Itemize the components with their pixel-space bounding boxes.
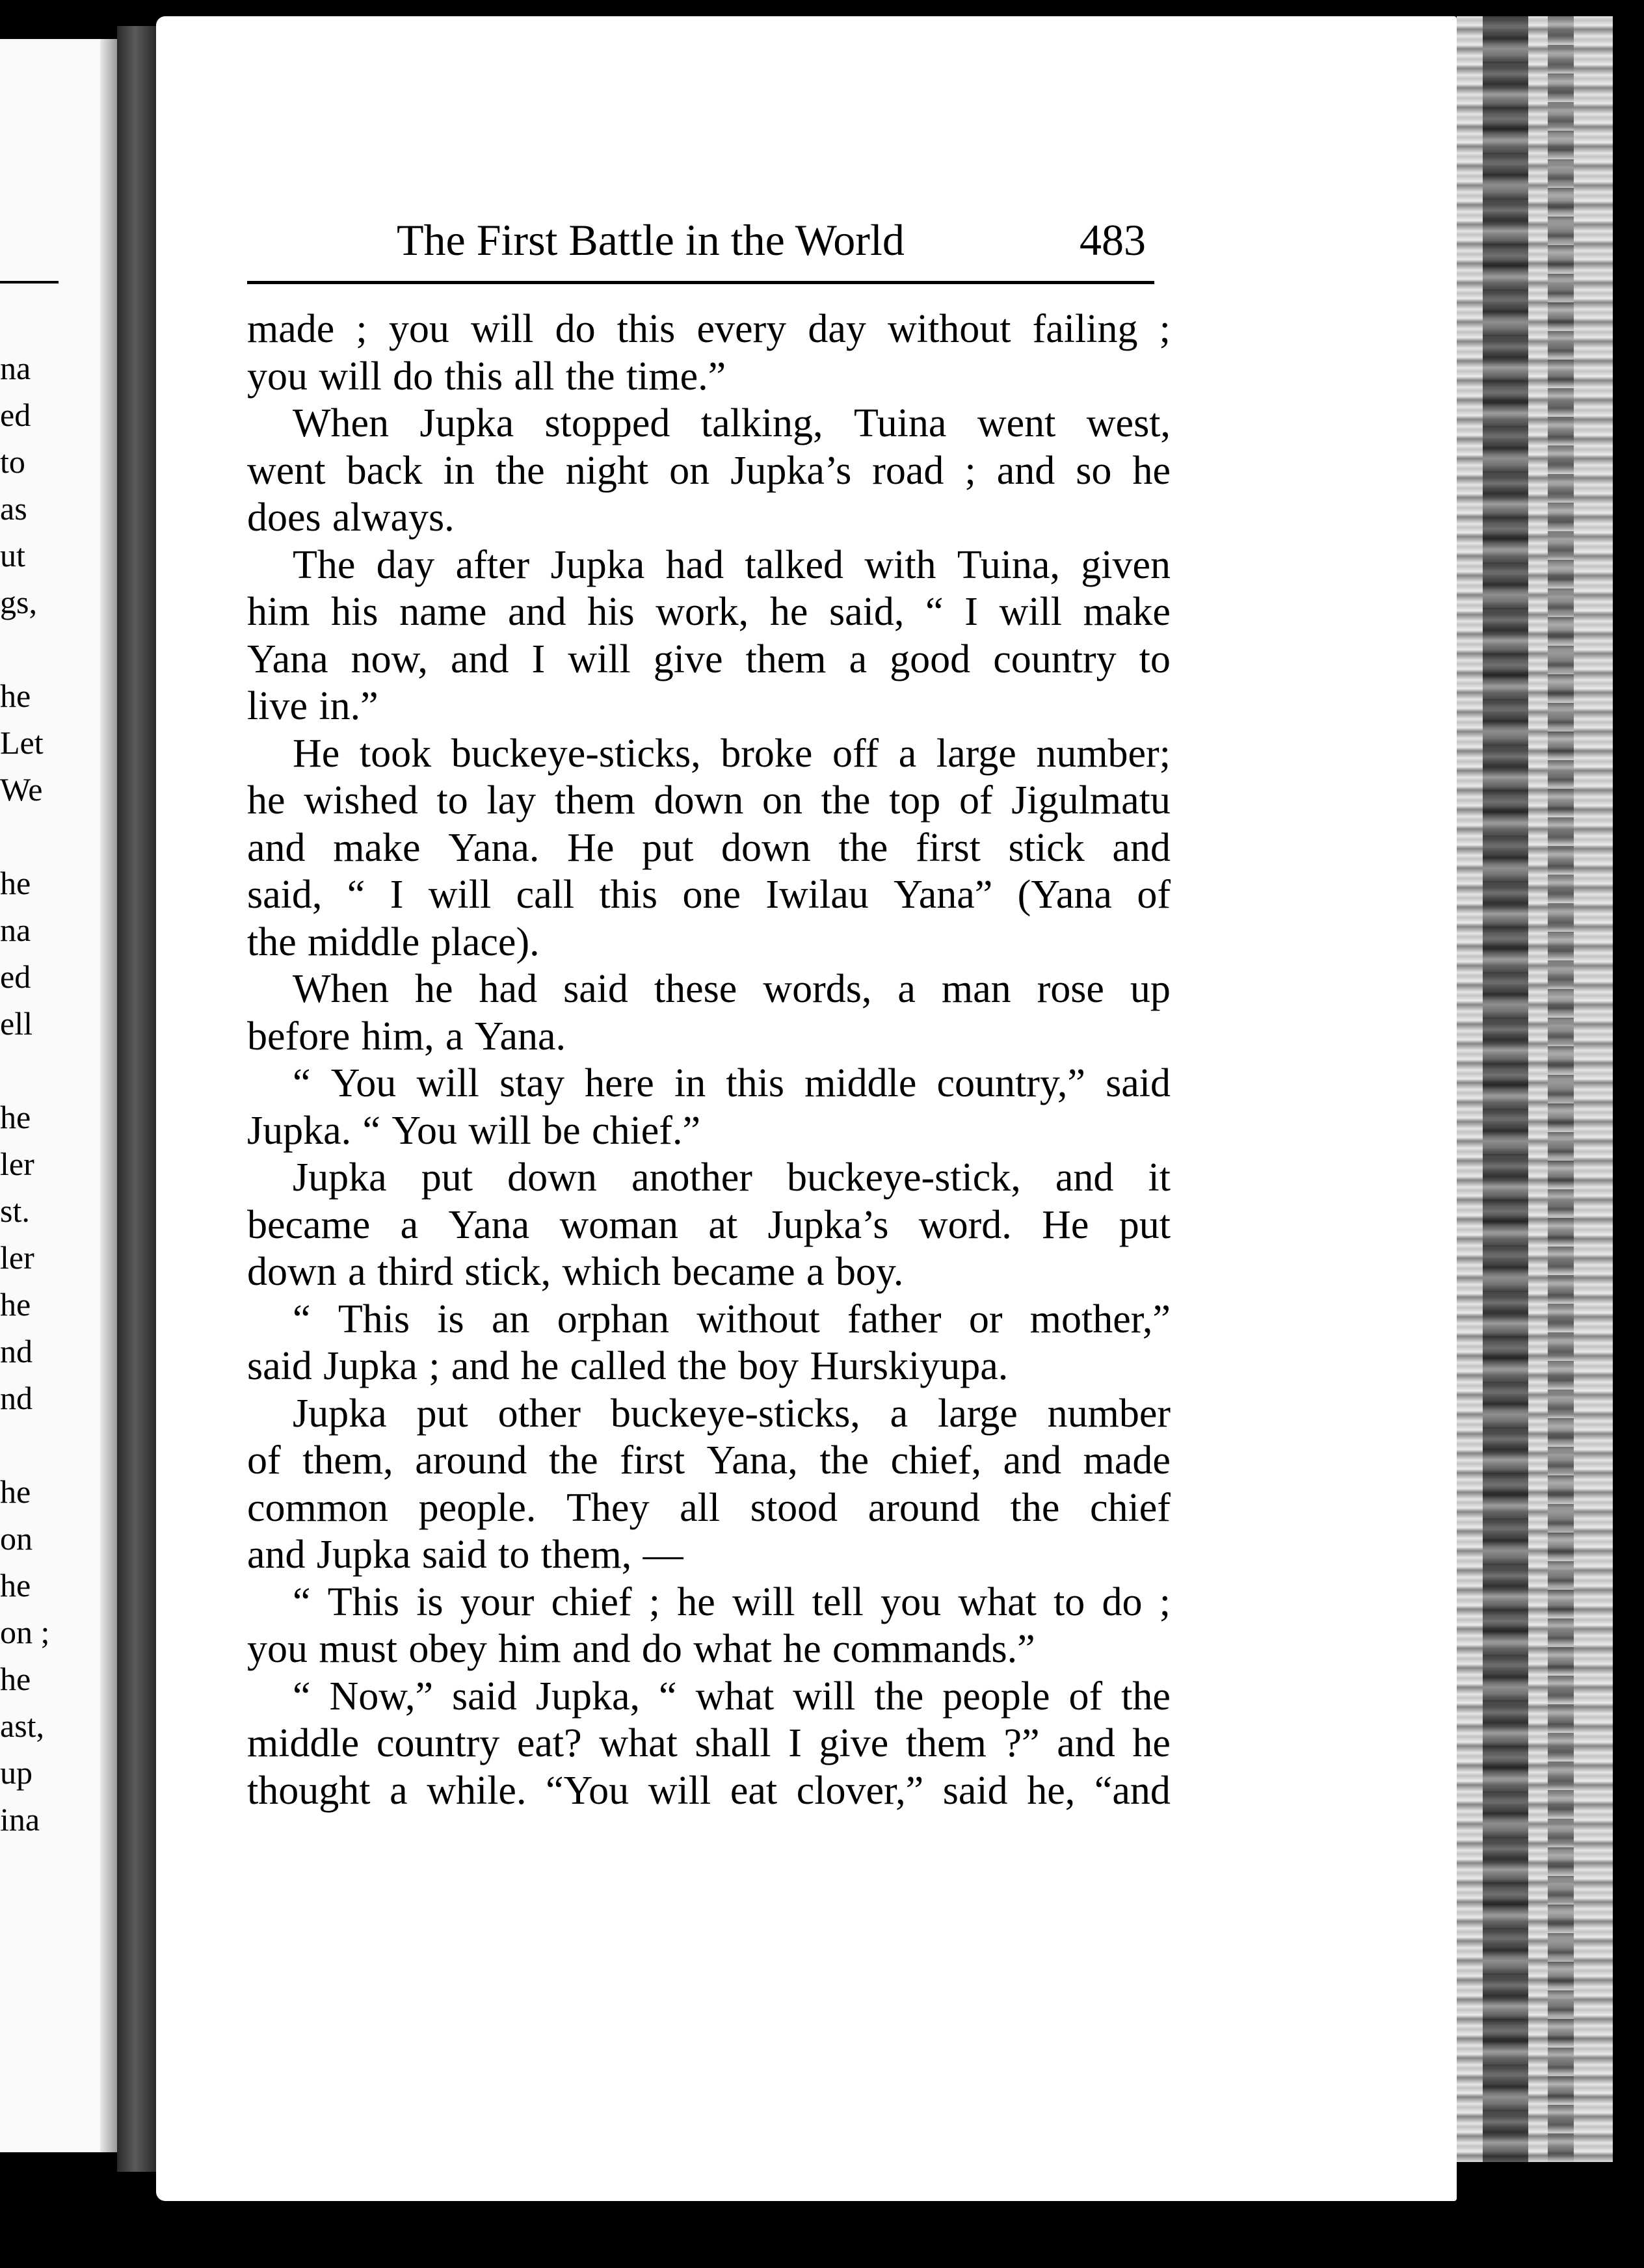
text-line: live in.” xyxy=(247,684,378,728)
previous-page-fragment: as xyxy=(0,490,27,527)
text-line: The day after Jupka had talked with Tuina, given xyxy=(293,542,1171,587)
page-edges xyxy=(1457,16,1613,2162)
previous-page-fragment: st. xyxy=(0,1193,30,1229)
text-line: middle country eat? what shall I give them ?” and he xyxy=(247,1721,1171,1765)
previous-page-fragment: We xyxy=(0,771,43,808)
previous-page-fragment: he xyxy=(0,1473,31,1510)
text-line: you must obey him and do what he commands.” xyxy=(247,1627,1035,1671)
previous-page-fragment: ina xyxy=(0,1801,40,1838)
text-line: “ Now,” said Jupka, “ what will the people of the xyxy=(293,1674,1171,1719)
previous-page-fragment: ed xyxy=(0,397,31,433)
text-line: Yana now, and I will give them a good country to xyxy=(247,637,1171,681)
previous-page-fragment: he xyxy=(0,1567,31,1603)
previous-page-fragment: ler xyxy=(0,1146,34,1182)
previous-page-fragment: nd xyxy=(0,1333,33,1369)
running-title: The First Battle in the World xyxy=(397,215,905,265)
text-line: before him, a Yana. xyxy=(247,1014,566,1059)
text-line: and make Yana. He put down the first stick and xyxy=(247,825,1171,870)
previous-page-fragment: ast, xyxy=(0,1708,45,1744)
text-line: the middle place). xyxy=(247,919,540,964)
previous-page-fragment: ed xyxy=(0,958,31,995)
previous-page-fragments xyxy=(0,345,78,1843)
text-line: of them, around the first Yana, the chief, and made xyxy=(247,1438,1171,1483)
previous-page-fragment: nd xyxy=(0,1380,33,1416)
previous-page-fragment: na xyxy=(0,350,31,386)
page-header xyxy=(247,215,1158,280)
text-line: “ This is your chief ; he will tell you what to do ; xyxy=(293,1579,1171,1624)
page-edge-shadow xyxy=(1483,16,1528,2162)
previous-page-rule xyxy=(0,281,59,284)
header-rule xyxy=(247,281,1154,284)
text-line: Jupka. “ You will be chief.” xyxy=(247,1108,700,1153)
text-line: made ; you will do this every day without failing ; xyxy=(247,307,1171,351)
previous-page-fragment: ell xyxy=(0,1005,33,1042)
previous-page-fragment: he xyxy=(0,865,31,901)
text-line: him his name and his work, he said, “ I will make xyxy=(247,590,1171,634)
previous-page-fragment: Let xyxy=(0,724,44,761)
text-line: said Jupka ; and he called the boy Hurskiyupa. xyxy=(247,1344,1009,1388)
text-line: you will do this all the time.” xyxy=(247,354,726,399)
text-line: does always. xyxy=(247,495,455,540)
text-line: thought a while. “You will eat clover,” said he, “and xyxy=(247,1768,1171,1813)
text-line: When he had said these words, a man rose up xyxy=(293,967,1171,1011)
previous-page-fragment: up xyxy=(0,1754,33,1791)
text-line: down a third stick, which became a boy. xyxy=(247,1250,904,1294)
previous-page-fragment: he xyxy=(0,1099,31,1135)
previous-page xyxy=(0,39,117,2152)
previous-page-fragment: ut xyxy=(0,537,25,574)
body-text xyxy=(247,306,1171,1814)
text-line: said, “ I will call this one Iwilau Yana” (Yana of xyxy=(247,873,1171,917)
previous-page-fragment: on xyxy=(0,1520,33,1557)
previous-page-fragment: gs, xyxy=(0,584,37,620)
text-line: common people. They all stood around the chief xyxy=(247,1485,1171,1530)
text-line: and Jupka said to them, — xyxy=(247,1533,683,1577)
previous-page-fragment: he xyxy=(0,1286,31,1323)
text-line: He took buckeye-sticks, broke off a large number; xyxy=(293,731,1171,776)
page-number: 483 xyxy=(1080,215,1146,265)
text-line: “ You will stay here in this middle country,” said xyxy=(293,1061,1171,1105)
text-line: Jupka put other buckeye-sticks, a large number xyxy=(293,1391,1171,1436)
page-edge-texture xyxy=(1548,16,1574,2162)
text-line: When Jupka stopped talking, Tuina went west, xyxy=(293,401,1171,445)
text-line: Jupka put down another buckeye-stick, and it xyxy=(293,1155,1171,1200)
previous-page-fragment: ler xyxy=(0,1239,34,1276)
previous-page-fragment: on ; xyxy=(0,1614,50,1650)
previous-page-fragment: na xyxy=(0,912,31,948)
text-line: went back in the night on Jupka’s road ; and so he xyxy=(247,448,1171,493)
text-line: “ This is an orphan without father or mother,” xyxy=(293,1297,1171,1341)
previous-page-fragment: he xyxy=(0,1661,31,1697)
text-line: became a Yana woman at Jupka’s word. He put xyxy=(247,1202,1171,1247)
text-line: he wished to lay them down on the top of Jigulmatu xyxy=(247,778,1171,823)
previous-page-fragment: to xyxy=(0,443,25,480)
previous-page-shadow xyxy=(100,39,117,2152)
previous-page-fragment: he xyxy=(0,678,31,714)
